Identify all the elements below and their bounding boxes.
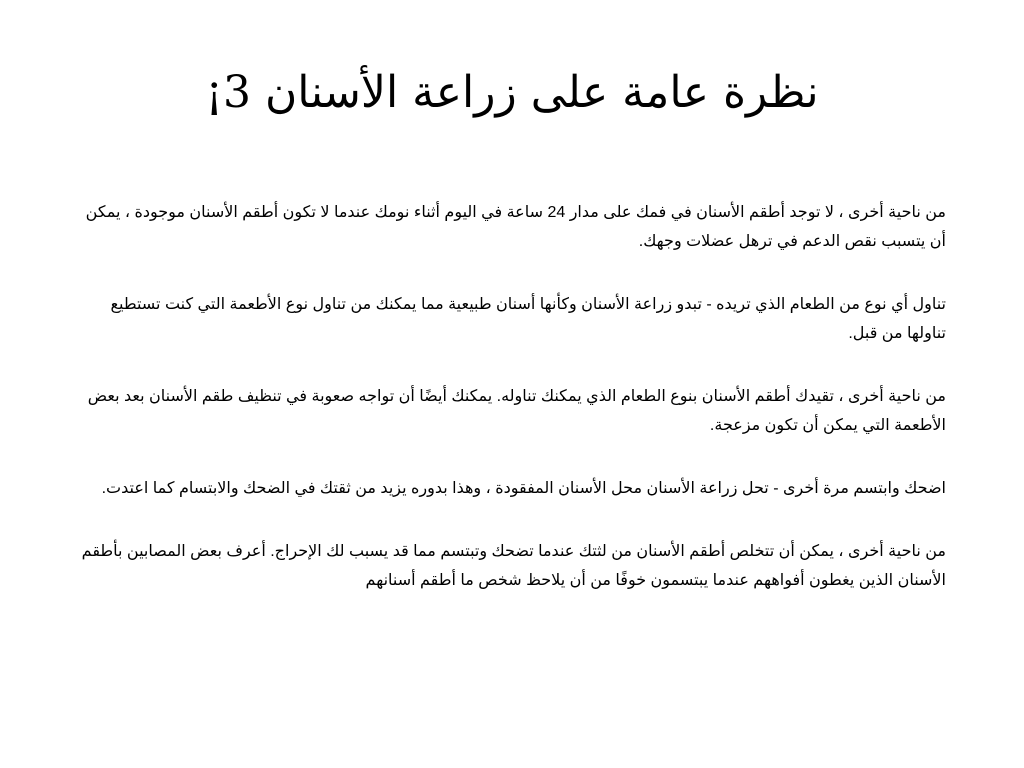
slide-body [78,198,946,629]
paragraph-dentures-embarrassment: من ناحية أخرى ، يمكن أن تتخلص أطقم الأسنان من لثتك عندما تضحك وتبتسم مما قد يسبب لك الإحراج. أعرف بعض المصابين بأطقم الأسنان الذين يغطون أفواههم عندما يبتسمون خوفًا من أن يلاحظ شخص ما أطقم أسنانهم [81,543,946,589]
paragraph-dentures-at-night: من ناحية أخرى ، لا توجد أطقم الأسنان في فمك على مدار 24 ساعة في اليوم أثناء نومك عندما لا تكون أطقم الأسنان موجودة ، يمكن أن يتسبب نقص الدعم في ترهل عضلات وجهك. [85,204,946,250]
slide-title: نظرة عامة على زراعة الأسنان 3¡ [205,67,819,118]
paragraph-dentures-restrict-food: من ناحية أخرى ، تقيدك أطقم الأسنان بنوع الطعام الذي يمكنك تناوله. يمكنك أيضًا أن تواجه صعوبة في تنظيف طقم الأسنان بعد بعض الأطعمة التي يمكن أن تكون مزعجة. [87,388,946,434]
paragraph-laugh-and-smile: اضحك وابتسم مرة أخرى - تحل زراعة الأسنان محل الأسنان المفقودة ، وهذا بدوره يزيد من ثقتك في الضحك والابتسام كما اعتدت. [101,480,946,497]
paragraph-eat-any-food: تناول أي نوع من الطعام الذي تريده - تبدو زراعة الأسنان وكأنها أسنان طبيعية مما يمكنك من تناول نوع الأطعمة التي كنت تستطيع تناولها من قبل. [110,296,946,342]
